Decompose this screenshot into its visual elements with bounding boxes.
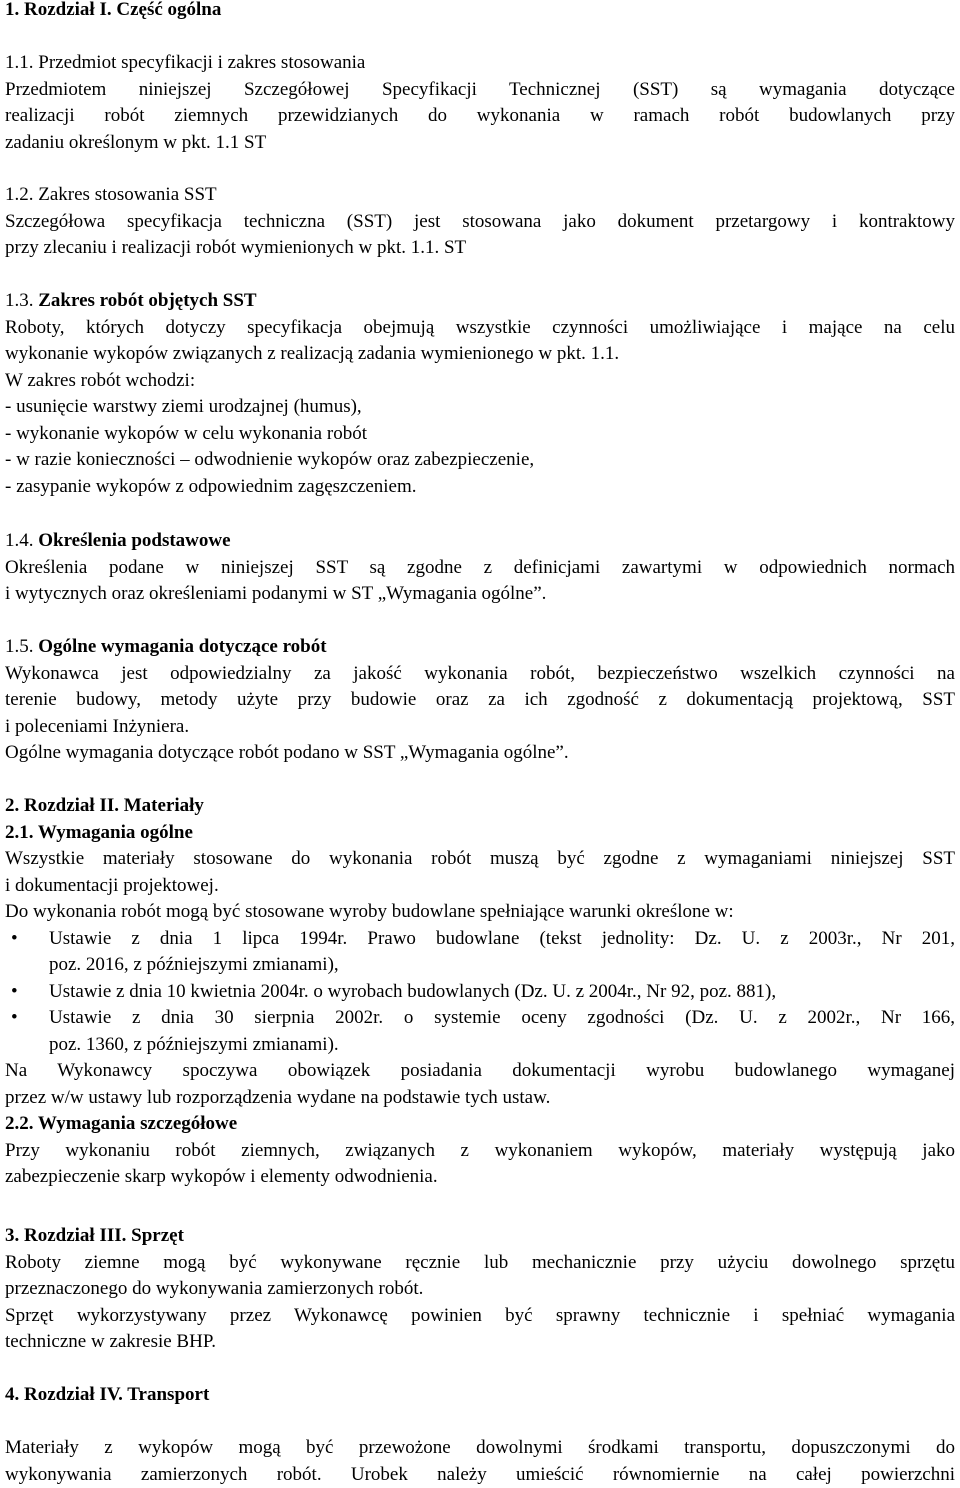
bullet-icon: • [11,927,18,949]
subsection-title: Ogólne wymagania dotyczące robót [38,636,327,657]
section-1 [5,0,955,24]
paragraph-line: Przedmiotem niniejszej Szczegółowej Specyfikacji Technicznej (SST) są wymagania dotyczące [5,78,955,100]
paragraph-line: i dokumentacji projektowej. [5,874,219,896]
subsection-heading: 1.1. Przedmiot specyfikacji i zakres stosowania [5,52,366,73]
paragraph-line: Sprzęt wykorzystywany przez Wykonawcę powinien być sprawny technicznie i spełniać wymagania [5,1304,955,1326]
paragraph-line: zadaniu określonym w pkt. 1.1 ST [5,131,267,153]
paragraph-line: Wykonawca jest odpowiedzialny za jakość wykonania robót, bezpieczeństwo wszelkich czynności na [5,662,955,684]
dash-list-item: - zasypanie wykopów z odpowiednim zagęszczeniem. [5,475,417,497]
paragraph-line: i poleceniami Inżyniera. [5,715,190,737]
subsection-heading [5,634,955,661]
bullet-item: • Ustawie z dnia 30 sierpnia 2002r. o systemie oceny zgodności (Dz. U. z 2002r., Nr 166, [5,1005,955,1032]
section-2 [5,793,955,1191]
bullet-icon: • [11,980,18,1002]
section-4-body [5,1435,955,1488]
dash-list-item: - w razie konieczności – odwodnienie wykopów oraz zabezpieczenie, [5,449,535,470]
paragraph-line: Do wykonania robót mogą być stosowane wyroby budowlane spełniające warunki określone w: [5,901,734,922]
paragraph-line: wykonywania zamierzonych robót. Urobek należy umieścić równomiernie na całej powierzchni [5,1463,955,1485]
chapter-heading: 3. Rozdział III. Sprzęt [5,1225,184,1246]
subsection-heading: 1.2. Zakres stosowania SST [5,184,217,205]
subsection-heading: 2.1. Wymagania ogólne [5,821,193,843]
chapter-heading: 1. Rozdział I. Część ogólna [5,0,222,20]
paragraph-line: Określenia podane w niniejszej SST są zgodne z definicjami zawartymi w odpowiednich normach [5,556,955,578]
paragraph-line: Roboty ziemne mogą być wykonywane ręcznie lub mechanicznie przy użyciu dowolnego sprzętu [5,1251,955,1273]
section-4 [5,1382,955,1409]
paragraph-line: przeznaczonego do wykonywania zamierzonych robót. [5,1278,424,1299]
subsection-title: Określenia podstawowe [38,530,231,551]
paragraph-line: techniczne w zakresie BHP. [5,1331,217,1352]
bullet-continuation: poz. 2016, z późniejszymi zmianami), [49,954,339,975]
paragraph-line: Roboty, których dotyczy specyfikacja obejmują wszystkie czynności umożliwiające i mające na celu [5,316,955,338]
paragraph-line: Szczegółowa specyfikacja techniczna (SST) jest stosowana jako dokument przetargowy i kontraktowy [5,210,955,232]
subsection-heading [5,528,955,555]
paragraph-line: W zakres robót wchodzi: [5,369,196,391]
subsection-heading [5,288,955,315]
chapter-heading: 4. Rozdział IV. Transport [5,1384,210,1405]
subsection-number: 1.3. [5,290,34,311]
subsection-number: 1.4. [5,530,34,551]
chapter-heading: 2. Rozdział II. Materiały [5,795,204,816]
subsection-title: Zakres robót objętych SST [38,290,257,311]
subsection-1-2 [5,182,955,262]
subsection-heading: 2.2. Wymagania szczegółowe [5,1113,238,1134]
paragraph-line: realizacji robót ziemnych przewidzianych do wykonania w ramach robót budowlanych przy [5,105,955,126]
dash-list-item: - usunięcie warstwy ziemi urodzajnej (humus), [5,396,362,417]
paragraph-line: Wszystkie materiały stosowane do wykonania robót muszą być zgodne z wymaganiami niniejszej SST [5,848,955,869]
paragraph-line: Na Wykonawcy spoczywa obowiązek posiadania dokumentacji wyrobu budowlanego wymaganej [5,1060,955,1081]
paragraph-line: przy zlecaniu i realizacji robót wymienionych w pkt. 1.1. ST [5,237,467,258]
subsection-1-4 [5,528,955,608]
section-3 [5,1223,955,1356]
bullet-continuation: poz. 1360, z późniejszymi zmianami). [49,1033,339,1055]
paragraph-line: przez w/w ustawy lub rozporządzenia wydane na podstawie tych ustaw. [5,1086,551,1108]
paragraph-line: wykonanie wykopów związanych z realizacją zadania wymienionego w pkt. 1.1. [5,343,620,364]
subsection-1-1 [5,50,955,156]
dash-list-item: - wykonanie wykopów w celu wykonania robót [5,422,367,444]
bullet-icon: • [11,1007,18,1028]
paragraph-line: zabezpieczenie skarp wykopów i elementy odwodnienia. [5,1166,438,1187]
paragraph-line: Ogólne wymagania dotyczące robót podano w SST „Wymagania ogólne”. [5,742,569,763]
subsection-1-5 [5,634,955,767]
paragraph-line: terenie budowy, metody użyte przy budowie oraz za ich zgodność z dokumentacją projektową, SST [5,689,955,710]
subsection-number: 1.5. [5,636,34,657]
subsection-1-3 [5,288,955,500]
paragraph-line: Materiały z wykopów mogą być przewożone dowolnymi środkami transportu, dopuszczonymi do [5,1437,955,1458]
paragraph-line: i wytycznych oraz określeniami podanymi w ST „Wymagania ogólne”. [5,583,547,604]
bullet-item: • Ustawie z dnia 1 lipca 1994r. Prawo budowlane (tekst jednolity: Dz. U. z 2003r., Nr 201, [5,926,955,953]
paragraph-line: Przy wykonaniu robót ziemnych, związanych z wykonaniem wykopów, materiały występują jako [5,1139,955,1161]
bullet-item: • Ustawie z dnia 10 kwietnia 2004r. o wyrobach budowlanych (Dz. U. z 2004r., Nr 92, poz. 881), [5,979,955,1006]
